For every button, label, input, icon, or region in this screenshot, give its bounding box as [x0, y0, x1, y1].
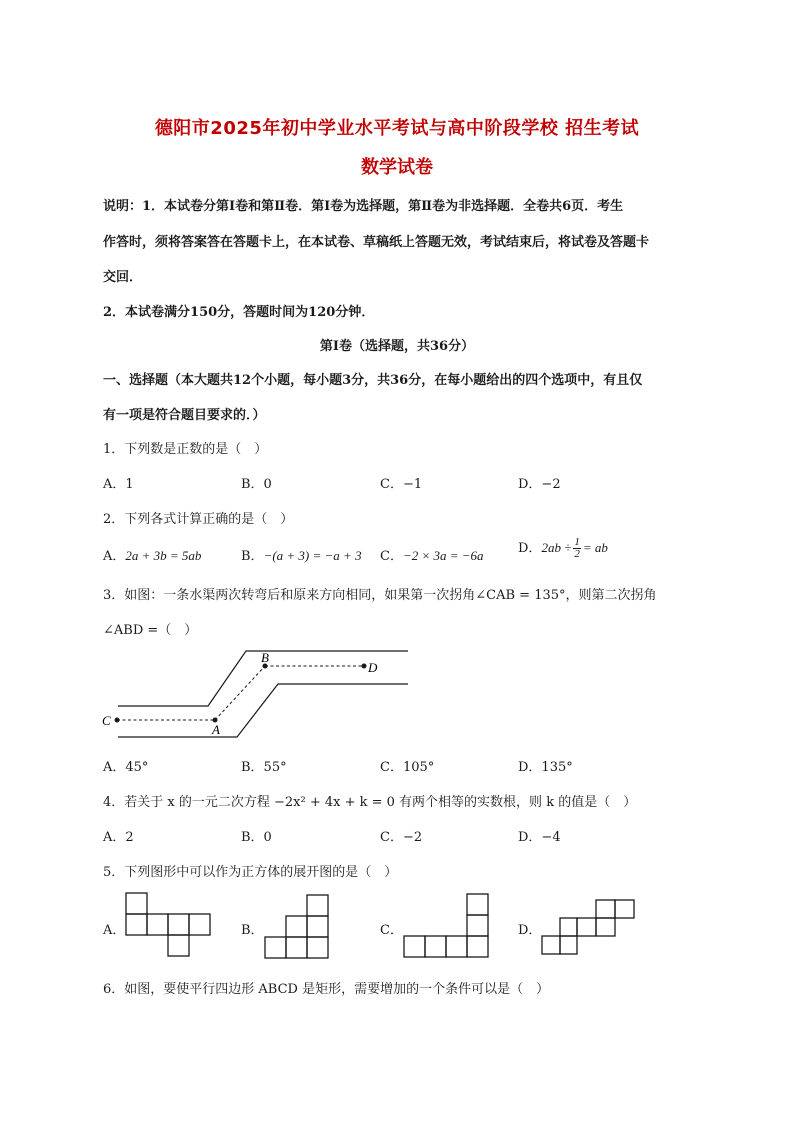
instructions-line-4: 2．本试卷满分150分，答题时间为120分钟．: [103, 305, 375, 320]
net-c-cell: [467, 915, 488, 936]
q2-stem: 2．下列各式计算正确的是（ ）: [103, 512, 294, 527]
q5-option-b-label: B．: [241, 923, 264, 938]
net-d-cell: [560, 918, 577, 936]
q2-option-b-expr: −(a + 3) = −a + 3: [263, 548, 362, 563]
q2-option-b-label: B．: [241, 549, 264, 564]
q1-option-b: B．0: [241, 477, 272, 492]
q4-option-a: A．2: [103, 830, 134, 845]
net-option-d: [542, 900, 634, 954]
section-description-1: 一、选择题（本大题共12个小题，每小题3分，共36分，在每小题给出的四个选项中，有且仅: [103, 373, 643, 388]
instructions-line-1: 说明：1．本试卷分第Ⅰ卷和第Ⅱ卷．第Ⅰ卷为选择题，第Ⅱ卷为非选择题．全卷共6页．考生: [103, 199, 624, 214]
part1-heading: 第Ⅰ卷（选择题，共36分）: [319, 339, 475, 354]
q6-stem: 6．如图，要使平行四边形 ABCD 是矩形，需要增加的一个条件可以是（ ）: [103, 982, 550, 997]
net-a-cell: [126, 893, 147, 914]
q1-stem: 1．下列数是正数的是（ ）: [103, 442, 268, 457]
q5-option-c-label: C．: [380, 923, 403, 938]
q1-option-d: D．−2: [518, 477, 561, 492]
q4-option-c: C．−2: [380, 830, 423, 845]
q2-option-d-pre: 2ab ÷: [541, 540, 572, 555]
net-b-cell: [286, 937, 307, 958]
q3-option-d: D．135°: [518, 760, 573, 775]
q2-option-c-label: C．: [380, 549, 403, 564]
q2-option-a-expr: 2a + 3b = 5ab: [125, 548, 202, 563]
net-d-cell: [542, 936, 560, 954]
net-d-cell: [596, 900, 615, 918]
net-option-a: [126, 893, 210, 956]
q1-option-c: C．−1: [380, 477, 423, 492]
net-b-cell: [265, 937, 286, 958]
q4-stem: 4．若关于 x 的一元二次方程 −2x² + 4x + k = 0 有两个相等的实数根，则 k 的值是（ ）: [103, 795, 637, 810]
q5-option-a-label: A．: [103, 923, 126, 938]
net-c-cell: [446, 936, 467, 957]
instructions-line-2: 作答时，须将答案答在答题卡上，在本试卷、草稿纸上答题无效，考试结束后，将试卷及答题卡: [103, 235, 650, 250]
q4-option-b: B．0: [241, 830, 272, 845]
net-a-cell: [168, 935, 189, 956]
q3-stem-line-2: ∠ABD =（ ）: [103, 623, 198, 638]
instructions-line-3: 交回．: [103, 270, 143, 285]
net-a-cell: [126, 914, 147, 935]
label-c: C: [102, 713, 111, 728]
q2-option-a-label: A．: [103, 549, 126, 564]
fraction-denominator: 2: [574, 548, 580, 560]
q1-option-a: A．1: [103, 477, 134, 492]
fraction-numerator: 1: [574, 536, 580, 548]
q5-stem: 5．下列图形中可以作为正方体的展开图的是（ ）: [103, 865, 398, 880]
net-d-cell: [596, 918, 615, 936]
net-a-cell: [168, 914, 189, 935]
exam-subtitle: 数学试卷: [361, 157, 433, 178]
q4-option-d: D．−4: [518, 830, 561, 845]
label-a: A: [212, 722, 220, 737]
net-a-cell: [147, 914, 168, 935]
q3-stem-line-1: 3．如图：一条水渠两次转弯后和原来方向相同，如果第一次拐角∠CAB = 135°，则第二次拐角: [103, 588, 657, 603]
net-d-cell: [577, 918, 596, 936]
q2-option-d-post: = ab: [582, 540, 608, 555]
net-d-cell: [560, 936, 577, 954]
label-d: D: [368, 660, 378, 675]
exam-title: 德阳市2025年初中学业水平考试与高中阶段学校 招生考试: [154, 118, 640, 139]
net-c-cell: [404, 936, 425, 957]
net-c-cell: [467, 936, 488, 957]
label-b: B: [261, 650, 269, 665]
net-a-cell: [189, 914, 210, 935]
net-c-cell: [467, 894, 488, 915]
net-option-b: [265, 895, 328, 958]
net-b-cell: [307, 937, 328, 958]
net-option-c: [404, 894, 488, 957]
net-b-cell: [286, 916, 307, 937]
net-c-cell: [425, 936, 446, 957]
q5-option-d-label: D．: [518, 923, 542, 938]
q3-option-a: A．45°: [103, 760, 149, 775]
q2-option-c-expr: −2 × 3a = −6a: [402, 548, 484, 563]
net-b-cell: [307, 895, 328, 916]
net-d-cell: [615, 900, 634, 918]
q3-option-b: B．55°: [241, 760, 287, 775]
q2-option-d-label: D．: [518, 541, 542, 556]
net-b-cell: [307, 916, 328, 937]
q3-option-c: C．105°: [380, 760, 435, 775]
section-description-2: 有一项是符合题目要求的．）: [103, 408, 266, 423]
